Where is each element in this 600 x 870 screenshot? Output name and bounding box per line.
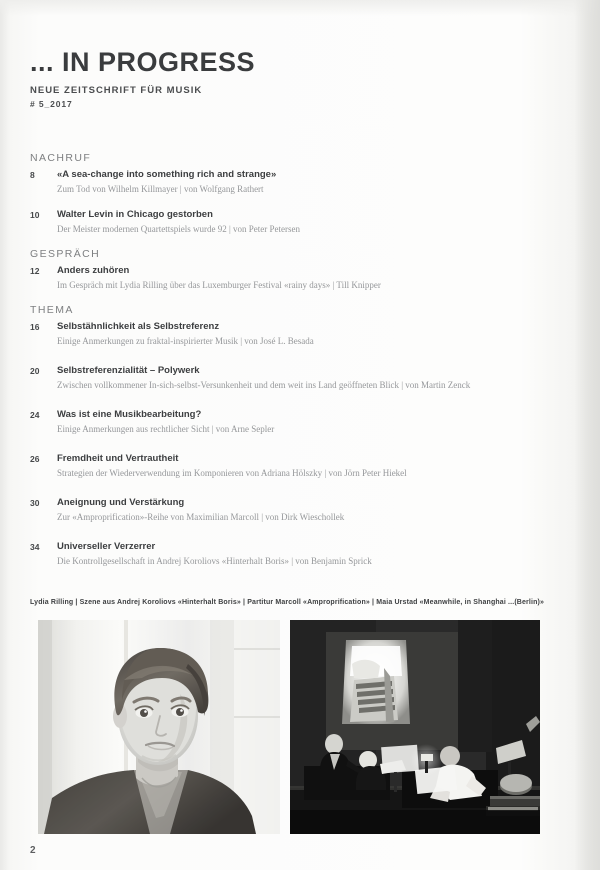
toc-section-thema — [30, 304, 575, 568]
entry-title: Aneignung und Verstärkung — [57, 497, 185, 508]
entry-page-number: 24 — [30, 410, 40, 420]
toc-entry[interactable] — [30, 168, 575, 196]
table-of-contents — [30, 152, 575, 584]
entry-title: Universeller Verzerrer — [57, 541, 156, 552]
toc-entry[interactable] — [30, 364, 575, 392]
section-heading: THEMA — [30, 304, 74, 316]
entry-title: Fremdheit und Vertrautheit — [57, 453, 179, 464]
entry-subtitle: Einige Anmerkungen aus rechtlicher Sicht | von Arne Sepler — [57, 424, 275, 434]
toc-entry[interactable] — [30, 264, 575, 292]
section-heading: GESPRÄCH — [30, 248, 101, 260]
entry-subtitle: Einige Anmerkungen zu fraktal-inspirierter Musik | von José L. Besada — [57, 336, 314, 346]
entry-subtitle: Die Kontrollgesellschaft in Andrej Koroliovs «Hinterhalt Boris» | von Benjamin Sprick — [57, 556, 372, 566]
entry-page-number: 8 — [30, 170, 35, 180]
scan-edge-top — [0, 0, 600, 16]
entry-page-number: 26 — [30, 454, 40, 464]
masthead — [30, 48, 430, 109]
photo-caption: Lydia Rilling | Szene aus Andrej Koroliovs «Hinterhalt Boris» | Partitur Marcoll «Amproprification» | Maia Urstad «Meanwhile, in Shanghai ...(Berlin)» — [30, 599, 545, 606]
portrait-photo-lydia-rilling — [38, 620, 280, 834]
entry-subtitle: Zur «Amproprification»-Reihe von Maximilian Marcoll | von Dirk Wieschollek — [57, 512, 345, 522]
toc-entry[interactable] — [30, 408, 575, 436]
stage-photo-performance — [290, 620, 540, 834]
entry-title: Walter Levin in Chicago gestorben — [57, 209, 213, 220]
issue-number: # 5_2017 — [30, 99, 73, 110]
entry-subtitle: Der Meister modernen Quartettspiels wurde 92 | von Peter Petersen — [57, 224, 300, 234]
toc-entry[interactable] — [30, 320, 575, 348]
magazine-subtitle: NEUE ZEITSCHRIFT FÜR MUSIK — [30, 85, 203, 97]
page-number: 2 — [30, 845, 36, 856]
entry-title: Anders zuhören — [57, 265, 130, 276]
photo-row — [38, 620, 563, 835]
toc-entry[interactable] — [30, 452, 575, 480]
entry-title: Was ist eine Musikbearbeitung? — [57, 409, 202, 420]
toc-section-gespraech — [30, 248, 575, 292]
toc-entry[interactable] — [30, 208, 575, 236]
entry-page-number: 10 — [30, 210, 40, 220]
entry-subtitle: Zum Tod von Wilhelm Killmayer | von Wolfgang Rathert — [57, 184, 264, 194]
entry-subtitle: Im Gespräch mit Lydia Rilling über das Luxemburger Festival «rainy days» | Till Knipper — [57, 280, 381, 290]
scan-edge-right — [574, 0, 600, 870]
entry-page-number: 20 — [30, 366, 40, 376]
entry-subtitle: Strategien der Wiederverwendung im Komponieren von Adriana Hölszky | von Jörn Peter Hiekel — [57, 468, 407, 478]
toc-entry[interactable] — [30, 540, 575, 568]
entry-title: «A sea-change into something rich and strange» — [57, 169, 277, 180]
entry-page-number: 30 — [30, 498, 40, 508]
section-heading: NACHRUF — [30, 152, 92, 164]
toc-entry[interactable] — [30, 496, 575, 524]
entry-page-number: 16 — [30, 322, 40, 332]
entry-page-number: 34 — [30, 542, 40, 552]
entry-title: Selbstreferenzialität – Polywerk — [57, 365, 200, 376]
entry-page-number: 12 — [30, 266, 40, 276]
magazine-title: ... IN PROGRESS — [30, 47, 256, 77]
entry-subtitle: Zwischen vollkommener In-sich-selbst-Versunkenheit und dem weit ins Land geöffneten Blick | von Martin Zenck — [57, 380, 471, 390]
toc-section-nachruf — [30, 152, 575, 236]
entry-title: Selbstähnlichkeit als Selbstreferenz — [57, 321, 220, 332]
